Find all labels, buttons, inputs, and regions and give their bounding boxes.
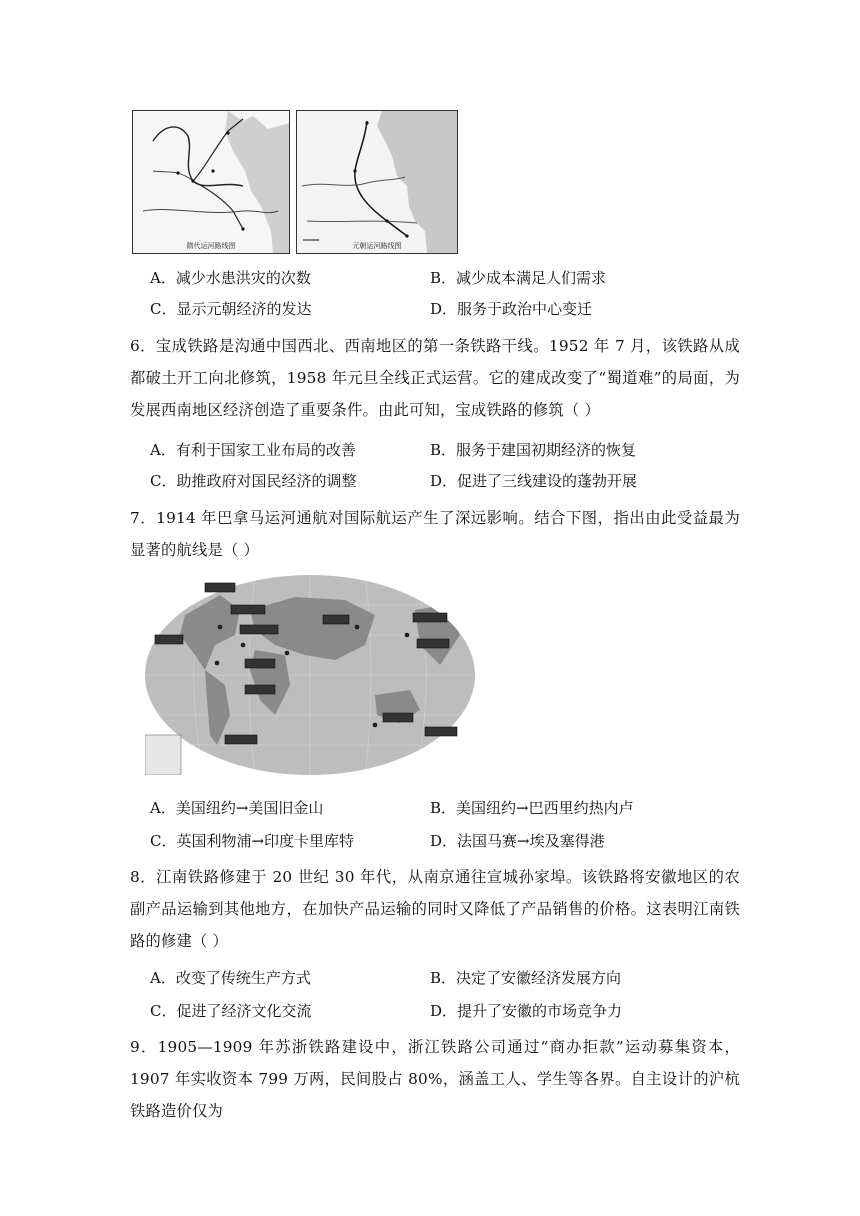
sui-canal-map-drawing (133, 111, 289, 253)
question-6 (130, 330, 740, 426)
q7-option-c[interactable]: C．英国利物浦→印度卡里库特 (150, 832, 355, 850)
question-8 (130, 861, 740, 957)
sui-canal-map (132, 110, 290, 254)
yuan-canal-caption: 元朝运河路线图 (352, 242, 402, 250)
question-8-stem: 8．江南铁路修建于 20 世纪 30 年代，从南京通往宣城孙家埠。该铁路将安徽地区的农副产品运输到其他地方，在加快产品运输的同时又降低了产品销售的价格。这表明江南铁路的修建（ ） (130, 868, 740, 950)
q5-option-a[interactable]: A．减少水患洪灾的次数 (150, 269, 311, 287)
q7-options-row-1 (130, 796, 750, 820)
q5-options-row-1 (130, 266, 750, 290)
q7-option-a[interactable]: A．美国纽约→美国旧金山 (150, 799, 324, 817)
yuan-canal-map (296, 110, 458, 254)
question-7-stem: 7．1914 年巴拿马运河通航对国际航运产生了深远影响。结合下图，指出由此受益最为显著的航线是（ ） (130, 509, 740, 559)
q8-options-row-2 (130, 999, 750, 1023)
question-9-stem: 9．1905—1909 年苏浙铁路建设中，浙江铁路公司通过“商办拒款”运动募集资本，1907 年实收资本 799 万两，民间股占 80%，涵盖工人、学生等各界。自主设计的沪杭铁路造价仅为 (130, 1038, 740, 1120)
q8-option-c[interactable]: C．促进了经济文化交流 (150, 1002, 312, 1020)
q6-option-a[interactable]: A．有利于国家工业布局的改善 (150, 441, 356, 459)
q5-option-c[interactable]: C．显示元朝经济的发达 (150, 300, 312, 318)
q7-options-row-2 (130, 829, 750, 853)
q6-options-row-2 (130, 469, 750, 493)
q8-option-a[interactable]: A．改变了传统生产方式 (150, 969, 311, 987)
sui-canal-caption: 隋代运河路线图 (186, 242, 236, 250)
world-shipping-map-drawing (145, 575, 475, 775)
q6-option-c[interactable]: C．助推政府对国民经济的调整 (150, 472, 357, 490)
question-6-stem: 6．宝成铁路是沟通中国西北、西南地区的第一条铁路干线。1952 年 7 月，该铁路从成都破土开工向北修筑，1958 年元旦全线正式运营。它的建成改变了“蜀道难”的局面，为发展西南地区经济创造了重要条件。由此可知，宝成铁路的修筑（ ） (130, 337, 740, 419)
q6-option-b[interactable]: B．服务于建国初期经济的恢复 (430, 441, 637, 459)
yuan-canal-map-drawing (297, 111, 457, 253)
q8-option-b[interactable]: B．决定了安徽经济发展方向 (430, 969, 622, 987)
q7-option-d[interactable]: D．法国马赛→埃及塞得港 (430, 832, 605, 850)
q5-option-b[interactable]: B．减少成本满足人们需求 (430, 269, 607, 287)
q5-options-row-2 (130, 297, 750, 321)
q8-option-d[interactable]: D．提升了安徽的市场竞争力 (430, 1002, 623, 1020)
world-shipping-map (145, 575, 475, 775)
q5-option-d[interactable]: D．服务于政治中心变迁 (430, 300, 593, 318)
question-9 (130, 1031, 740, 1127)
q7-option-b[interactable]: B．美国纽约→巴西里约热内卢 (430, 799, 634, 817)
question-7 (130, 502, 740, 566)
q6-options-row-1 (130, 438, 750, 462)
q8-options-row-1 (130, 966, 750, 990)
q6-option-d[interactable]: D．促进了三线建设的蓬勃开展 (430, 472, 638, 490)
